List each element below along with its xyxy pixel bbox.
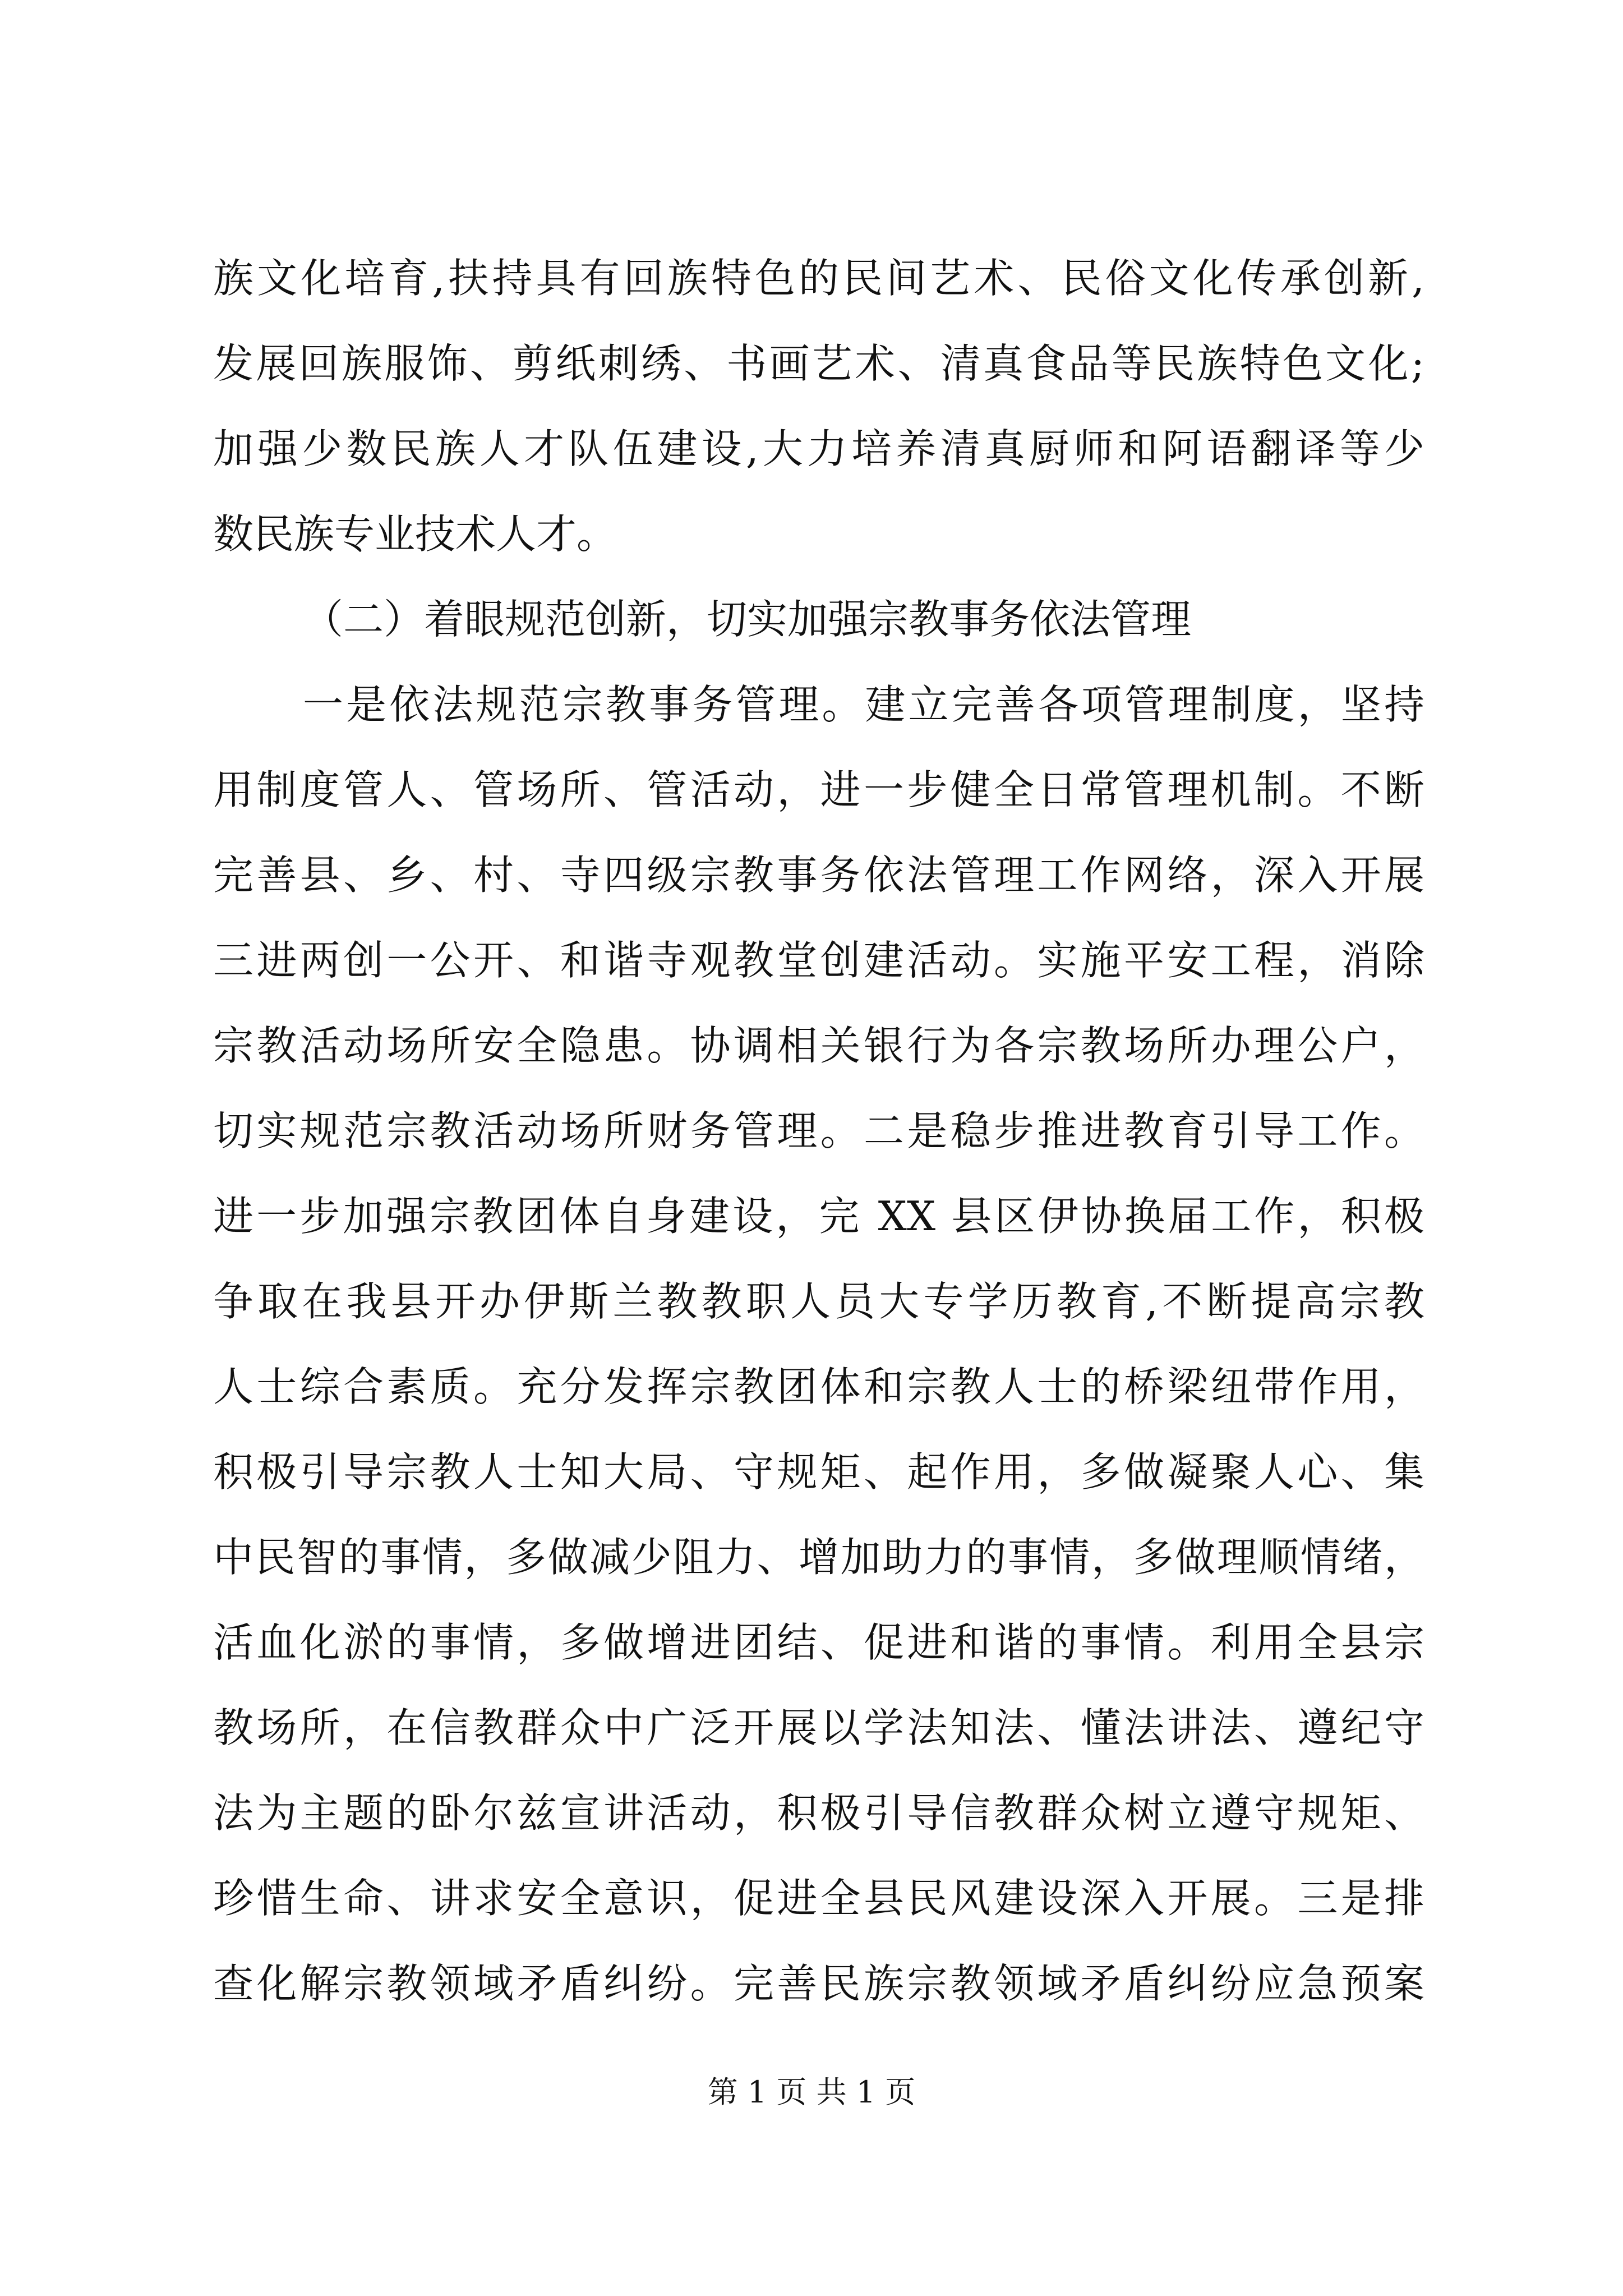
body-text [213,236,1424,2026]
text-line: 发展回族服饰、剪纸刺绣、书画艺术、清真食品等民族特色文化; [213,340,1424,387]
text-line: 一是依法规范宗教事务管理。建立完善各项管理制度，坚持 [303,681,1424,728]
text-line: 数民族专业技术人才。 [213,510,617,558]
text-line: 教场所，在信教群众中广泛开展以学法知法、懂法讲法、遵纪守 [213,1704,1424,1751]
text-line: 查化解宗教领域矛盾纠纷。完善民族宗教领域矛盾纠纷应急预案 [213,1960,1424,2007]
text-line: 加强少数民族人才队伍建设,大力培养清真厨师和阿语翻译等少 [213,425,1424,472]
text-line: 切实规范宗教活动场所财务管理。二是稳步推进教育引导工作。 [213,1107,1424,1154]
text-line: 人士综合素质。充分发挥宗教团体和宗教人士的桥梁纽带作用， [213,1363,1424,1410]
text-line: 宗教活动场所安全隐患。协调相关银行为各宗教场所办理公户， [213,1022,1424,1069]
text-line: 三进两创一公开、和谐寺观教堂创建活动。实施平安工程，消除 [213,937,1424,984]
text-line: 积极引导宗教人士知大局、守规矩、起作用，多做凝聚人心、集 [213,1448,1424,1496]
text-line: 进一步加强宗教团体自身建设，完 XX 县区伊协换届工作，积极 [213,1193,1424,1240]
text-line: 珍惜生命、讲求安全意识，促进全县民风建设深入开展。三是排 [213,1875,1424,1922]
page-footer: 第 1 页 共 1 页 [707,2074,916,2110]
text-line: 中民智的事情，多做减少阻力、增加助力的事情，多做理顺情绪， [213,1534,1424,1581]
text-line: 完善县、乡、村、寺四级宗教事务依法管理工作网络，深入开展 [213,852,1424,899]
text-line: 用制度管人、管场所、管活动，进一步健全日常管理机制。不断 [213,766,1424,813]
text-line: 法为主题的卧尔兹宣讲活动，积极引导信教群众树立遵守规矩、 [213,1789,1424,1837]
text-line: 争取在我县开办伊斯兰教教职人员大专学历教育,不断提高宗教 [213,1278,1424,1325]
section-heading: （二）着眼规范创新，切实加强宗教事务依法管理 [303,596,1192,643]
text-line: 族文化培育,扶持具有回族特色的民间艺术、民俗文化传承创新, [213,255,1424,302]
text-line: 活血化淤的事情，多做增进团结、促进和谐的事情。利用全县宗 [213,1619,1424,1666]
